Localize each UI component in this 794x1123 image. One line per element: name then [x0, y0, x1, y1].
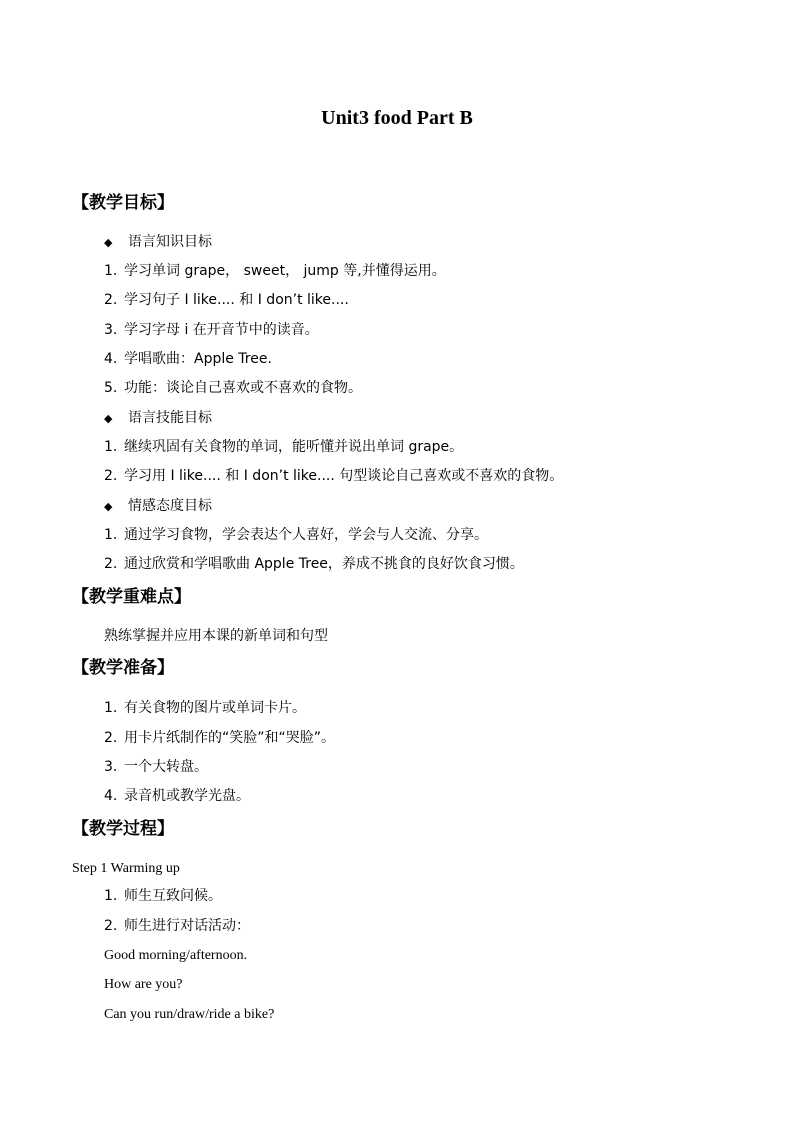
list-item: 5. 功能：谈论自己喜欢或不喜欢的食物。	[104, 380, 362, 396]
step-heading: Step 1 Warming up	[72, 861, 180, 876]
objective-category-attitude: ◆ 情感态度目标	[104, 496, 212, 517]
diamond-bullet-icon: ◆	[104, 500, 113, 513]
diamond-bullet-icon: ◆	[104, 412, 113, 425]
diamond-bullet-icon: ◆	[104, 236, 113, 249]
list-item: 1. 有关食物的图片或单词卡片。	[104, 700, 306, 716]
dialogue-line: How are you?	[104, 977, 183, 992]
list-item: 2. 学习用 I like.... 和 I don’t like.... 句型谈论自己喜欢或不喜欢的食物。	[104, 468, 564, 484]
section-heading-process: 【教学过程】	[72, 819, 174, 839]
list-item: 1. 继续巩固有关食物的单词，能听懂并说出单词 grape。	[104, 439, 464, 455]
list-item: 3. 学习字母 i 在开音节中的读音。	[104, 322, 319, 338]
section-heading-preparation: 【教学准备】	[72, 658, 174, 678]
list-item: 1. 学习单词 grape， sweet， jump 等,并懂得运用。	[104, 263, 446, 279]
dialogue-line: Good morning/afternoon.	[104, 948, 248, 963]
key-points-text: 熟练掌握并应用本课的新单词和句型	[104, 628, 328, 644]
list-item: 1. 通过学习食物，学会表达个人喜好，学会与人交流、分享。	[104, 527, 488, 543]
objective-category-language-knowledge: ◆ 语言知识目标	[104, 232, 212, 253]
list-item: 3. 一个大转盘。	[104, 759, 208, 775]
list-item: 2. 通过欣赏和学唱歌曲 Apple Tree，养成不挑食的良好饮食习惯。	[104, 556, 524, 572]
list-item: 1. 师生互致问候。	[104, 888, 222, 904]
page-title: Unit3 food Part B	[321, 107, 473, 129]
list-item: 4. 学唱歌曲：Apple Tree.	[104, 351, 272, 367]
list-item: 2. 用卡片纸制作的“笑脸”和“哭脸”。	[104, 730, 336, 746]
section-heading-objectives: 【教学目标】	[72, 193, 174, 213]
dialogue-line: Can you run/draw/ride a bike?	[104, 1007, 275, 1022]
list-item: 2. 师生进行对话活动：	[104, 918, 250, 934]
objective-category-language-skills: ◆ 语言技能目标	[104, 408, 212, 429]
list-item: 4. 录音机或教学光盘。	[104, 788, 250, 804]
list-item: 2. 学习句子 I like.... 和 I don’t like....	[104, 292, 349, 308]
section-heading-key-points: 【教学重难点】	[72, 587, 191, 607]
